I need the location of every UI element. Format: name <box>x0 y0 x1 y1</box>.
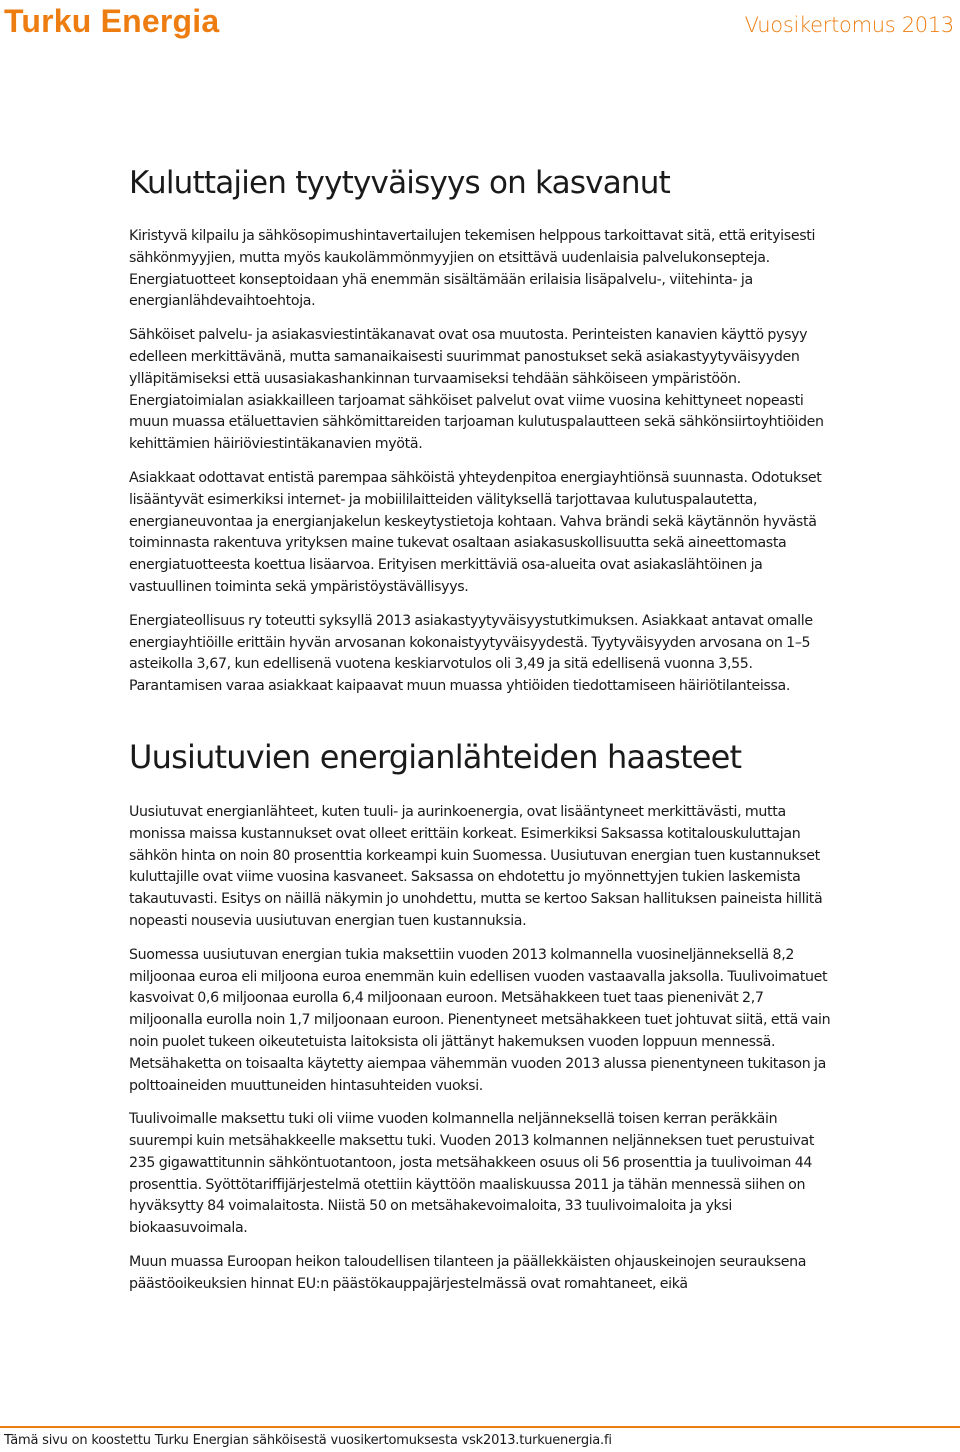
paragraph: Suomessa uusiutuvan energian tukia maksettiin vuoden 2013 kolmannella vuosineljänneksellä 8,2 miljoonaa euroa eli miljoona euroa enemmän kuin edellisen vuoden vastaavalla jaksolla. Tuulivoimatuet kasvoivat 0,6 miljoonaa eurolla 6,4 miljoonaan euroon. Metsähakkeen tuet taas pienenivät 2,7 miljoonalla eurolla noin 1,7 miljoonaan euroon. Pienentyneet metsähakkeen tuet johtuvat siitä, että vain noin puolet tukeen oikeutetuista laitoksista oli jättänyt hakemuksen vuoden loppuun mennessä. Metsähaketta on toisaalta käytetty aiempaa vähemmän vuoden 2013 alussa pienentyneen tukitason ja polttoaineiden muuttuneiden hintasuhteiden vuoksi. <box>129 946 831 1094</box>
section-heading-renewable-energy: Uusiutuvien energianlähteiden haasteet <box>129 737 742 776</box>
article-body <box>129 162 834 1308</box>
paragraph: Muun muassa Euroopan heikon taloudellisen tilanteen ja päällekkäisten ohjauskeinojen seurauksena päästöoikeuksien hinnat EU:n päästökauppajärjestelmässä ovat romahtaneet, eikä <box>129 1254 807 1292</box>
page-footer <box>0 1426 960 1452</box>
footer-text: Tämä sivu on koostettu Turku Energian sähköisestä vuosikertomuksesta vsk2013.turkuenergia.fi <box>4 1433 612 1448</box>
paragraph: Tuulivoimalle maksettu tuki oli viime vuoden kolmannella neljänneksellä toisen kerran peräkkäin suurempi kuin metsähakkeelle maksettu tuki. Vuoden 2013 kolmannen neljänneksen tuet perustuivat 235 gigawattitunnin sähköntuotantoon, josta metsähakkeen osuus oli 56 prosenttia ja tuulivoiman 44 prosenttia. Syöttötariffijärjestelmä otettiin käyttöön maaliskuussa 2011 ja tähän mennessä siihen on hyväksytty 84 voimalaitosta. Niistä 50 on metsähakevoimaloita, 33 tuulivoimaloita ja yksi biokaasuvoimala. <box>129 1111 815 1237</box>
paragraph: Sähköiset palvelu- ja asiakasviestintäkanavat ovat osa muutosta. Perinteisten kanavien käyttö pysyy edelleen merkittävänä, mutta samanaikaisesti suurimmat panostukset sekä asiakastyytyväisyyden ylläpitämiseksi että uusasiakashankinnan turvaamiseksi tehdään sähköiseen ympäristöön. Energiatoimialan asiakkailleen tarjoamat sähköiset palvelut ovat viime vuosina kehittyneet nopeasti muun muassa etäluettavien sähkömittareiden tarjoaman kulutuspalautteen sekä sähkönsiirtoyhtiöiden kehittämien häiriöviestintäkanavien myötä. <box>129 327 824 453</box>
section-heading-customer-satisfaction: Kuluttajien tyytyväisyys on kasvanut <box>129 165 670 201</box>
paragraph: Kiristyvä kilpailu ja sähkösopimushintavertailujen tekemisen helppous tarkoittavat sitä, että erityisesti sähkönmyyjien, mutta myös kaukolämmönmyyjien on etsittävä uudenlaisia palvelukonsepteja. Energiatuotteet konseptoidaan yhä enemmän sisältämään erilaisia lisäpalvelu-, viitehinta- ja energianlähdevaihtoehtoja. <box>129 228 816 310</box>
paragraph: Energiateollisuus ry toteutti syksyllä 2013 asiakastyytyväisyystutkimuksen. Asiakkaat antavat omalle energiayhtiöille erittäin hyvän arvosanan kokonaistyytyväisyydestä. Tyytyväisyyden arvosana on 1–5 asteikolla 3,67, kun edellisenä vuotena keskiarvotulos oli 3,49 ja sitä edellisenä vuonna 3,55. Parantamisen varaa asiakkaat kaipaavat muun muassa yhtiöiden tiedottamiseen häiriötilanteissa. <box>129 612 813 695</box>
paragraph: Uusiutuvat energianlähteet, kuten tuuli- ja aurinkoenergia, ovat lisääntyneet merkittävästi, mutta monissa maissa kustannukset ovat olleet erittäin korkeat. Esimerkiksi Saksassa kotitalouskuluttajan sähkön hinta on noin 80 prosenttia korkeampi kuin Suomessa. Uusiutuvan energian tuen kustannukset kuluttajille ovat viime vuosina kasvaneet. Saksassa on ehdotettu jo myönnettyjen tukien laskemista takautuvasti. Esitys on näillä näkymin jo unohdettu, mutta se kertoo Saksan hallituksen paineista hillitä nopeasti nousevia uusiutuvan energian tuen kustannuksia. <box>129 803 823 929</box>
paragraph: Asiakkaat odottavat entistä parempaa sähköistä yhteydenpitoa energiayhtiönsä suunnasta. Odotukset lisääntyvät esimerkiksi internet- ja mobiililaitteiden välityksellä tarjottavaa kulutuspalautetta, energianeuvontaa ja energianjakelun keskeytystietoja kohtaan. Vahva brändi sekä käytännön hyvästä toiminnasta rakentuva yrityksen maine tukevat osaltaan asiakasuskollisuutta sekä aineettomasta energiatuotteesta koettua lisäarvoa. Erityisen merkittäviä osa-alueita ovat asiakaslähtöinen ja vastuullinen toiminta sekä ympäristöystävällisyys. <box>129 469 822 595</box>
brand-logo: Turku Energia <box>4 3 220 39</box>
report-title: Vuosikertomus 2013 <box>744 13 954 37</box>
